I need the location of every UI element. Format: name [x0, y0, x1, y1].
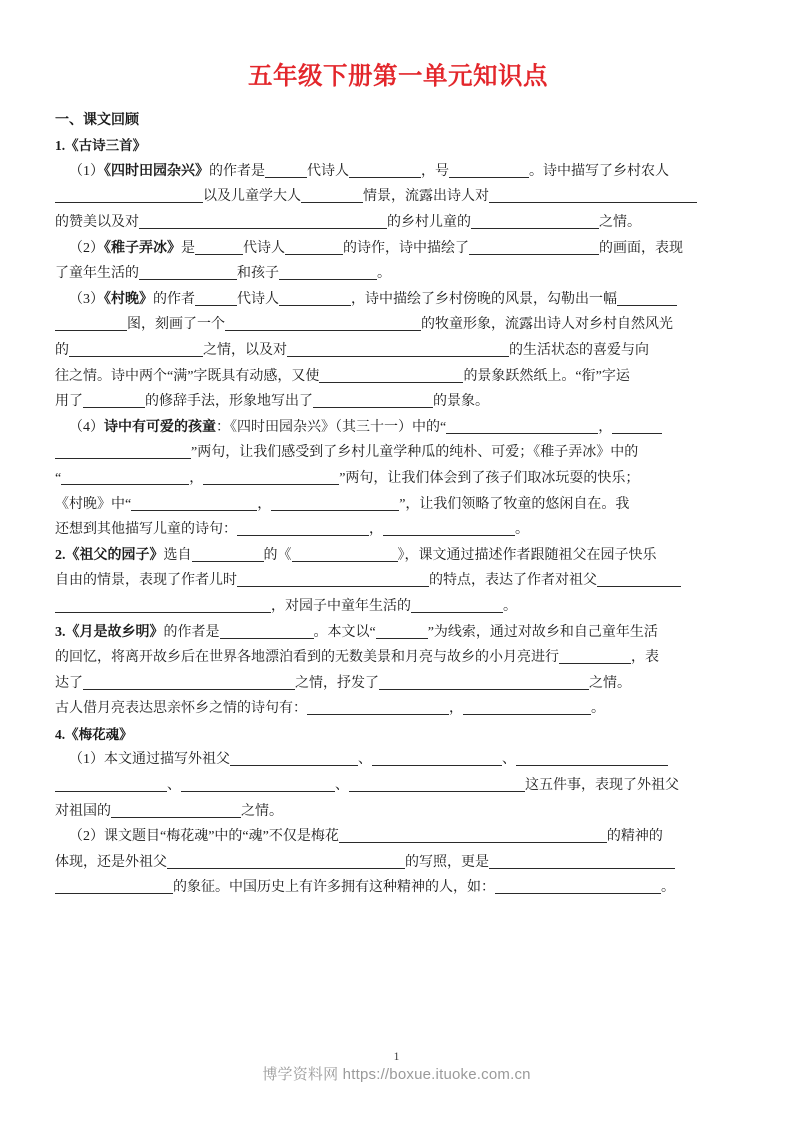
sub2-label: （2）	[69, 240, 104, 256]
poem-title-zhizi: 《稚子弄冰》	[104, 240, 181, 256]
blank-field[interactable]	[83, 674, 295, 690]
blank-field[interactable]	[237, 520, 369, 536]
poem-title-sishi: 《四时田园杂兴》	[104, 163, 209, 179]
blank-field[interactable]	[292, 546, 398, 562]
blank-field[interactable]	[495, 878, 661, 894]
blank-field[interactable]	[301, 187, 363, 203]
blank-field[interactable]	[55, 315, 127, 331]
blank-field[interactable]	[111, 802, 241, 818]
blank-field[interactable]	[612, 418, 662, 434]
blank-field[interactable]	[225, 315, 421, 331]
blank-field[interactable]	[559, 648, 631, 664]
item1-sub2: （2）《稚子弄冰》是 代诗人 的诗作，诗中描绘了 的画面，表现 了童年生活的 和孩子 。	[55, 240, 683, 282]
blank-field[interactable]	[131, 495, 257, 511]
page-footer	[0, 1050, 793, 1085]
page-number: 1	[393, 1051, 400, 1063]
blank-field[interactable]	[55, 187, 203, 203]
blank-field[interactable]	[489, 853, 675, 869]
item2-zufudeyuanzi: 2.《祖父的园子》选自 的《 》，课文通过描述作者跟随祖父在园子快乐 自由的情景，表现了作者儿时 的特点，表达了作者对祖父 ，对园子中童年生活的 。	[55, 543, 741, 620]
blank-field[interactable]	[489, 187, 697, 203]
blank-field[interactable]	[55, 597, 271, 613]
blank-field[interactable]	[55, 443, 191, 459]
item1-sub1: （1）《四时田园杂兴》的作者是 代诗人 ，号 。诗中描写了乡村农人 以及儿童学大人 情景，流露出诗人对 的赞美以及对 的乡村儿童的 之情。	[55, 159, 741, 236]
blank-field[interactable]	[449, 162, 529, 178]
blank-field[interactable]	[55, 776, 167, 792]
sub1-label: （1）	[69, 163, 104, 179]
blank-field[interactable]	[285, 239, 343, 255]
sub3-label: （3）	[69, 291, 104, 307]
blank-field[interactable]	[139, 264, 237, 280]
document-content	[55, 62, 741, 901]
sub4-bold-lead: 诗中有可爱的孩童	[104, 419, 216, 435]
blank-field[interactable]	[195, 290, 237, 306]
blank-field[interactable]	[181, 776, 335, 792]
blank-field[interactable]	[597, 571, 681, 587]
item1-sub4: （4）诗中有可爱的孩童：《四时田园杂兴》（其三十一）中的“ ， ”两句，让我们感受到了乡村儿童学种瓜的纯朴、可爱；《稚子弄冰》中的 “ ， ”两句，让我们体会到了孩子们取冰玩耍的快乐； 《村晚》中“ ， ”，让我们领略了牧童的悠闲自在。我 还想到其他描写儿童的诗句： ， 。	[55, 415, 741, 543]
blank-field[interactable]	[230, 750, 358, 766]
text-title-meihuahun: 《梅花魂》	[65, 726, 133, 742]
blank-field[interactable]	[349, 162, 421, 178]
item4-sub1-label: （1）	[69, 752, 104, 768]
blank-field[interactable]	[61, 469, 189, 485]
blank-field[interactable]	[383, 520, 515, 536]
sub4-label: （4）	[69, 419, 104, 435]
blank-field[interactable]	[55, 878, 173, 894]
blank-field[interactable]	[287, 341, 509, 357]
item4-sub2: （2）课文题目“梅花魂”中的“魂”不仅是梅花 的精神的 体现，还是外祖父 的写照，更是 的象征。中国历史上有许多拥有这种精神的人，如： 。	[55, 829, 675, 896]
blank-field[interactable]	[192, 546, 264, 562]
blank-field[interactable]	[446, 418, 598, 434]
item1-sub3: （3）《村晚》的作者 代诗人 ，诗中描绘了乡村傍晚的风景，勾勒出一幅 图，刻画了一个 的牧童形象，流露出诗人对乡村自然风光 的 之情，以及对 的生活状态的喜爱与向 往之情。诗中两个“满”字既具有动感，又使 的景象跃然纸上。“衔”字运 用了 的修辞手法，形象地写出了 的景象。	[55, 287, 741, 415]
blank-field[interactable]	[516, 750, 668, 766]
blank-field[interactable]	[469, 239, 599, 255]
item4-sub1: （1）本文通过描写外祖父 、 、 、 、 这五件事，表现了外祖父 对祖国的 之情。	[55, 752, 679, 819]
item-heading-1: 1.《古诗三首》	[55, 138, 147, 154]
blank-field[interactable]	[279, 290, 351, 306]
blank-field[interactable]	[339, 827, 607, 843]
blank-field[interactable]	[379, 674, 589, 690]
blank-field[interactable]	[471, 213, 599, 229]
blank-field[interactable]	[203, 469, 339, 485]
blank-field[interactable]	[237, 571, 429, 587]
blank-field[interactable]	[279, 264, 377, 280]
site-watermark: 博学资料网 https://boxue.ituoke.com.cn	[262, 1066, 531, 1083]
blank-field[interactable]	[411, 597, 503, 613]
blank-field[interactable]	[220, 623, 314, 639]
page-title: 五年级下册第一单元知识点	[248, 63, 548, 90]
text-title-zufu: 《祖父的园子》	[65, 547, 164, 563]
blank-field[interactable]	[195, 239, 243, 255]
blank-field[interactable]	[69, 341, 203, 357]
item-heading-4: 4.《梅花魂》	[55, 726, 133, 742]
blank-field[interactable]	[83, 392, 145, 408]
blank-field[interactable]	[349, 776, 525, 792]
blank-field[interactable]	[617, 290, 677, 306]
blank-field[interactable]	[139, 213, 387, 229]
item3-yueshiguxiangming: 3.《月是故乡明》的作者是 。本文以“ ”为线索，通过对故乡和自己童年生活 的回忆，将离开故乡后在世界各地漂泊看到的无数美景和月亮与故乡的小月亮进行 ，表 达了 之情，抒发了 之情。 古人借月亮表达思亲怀乡之情的诗句有： ， 。	[55, 624, 659, 717]
blank-field[interactable]	[271, 495, 399, 511]
blank-field[interactable]	[265, 162, 307, 178]
blank-field[interactable]	[463, 699, 591, 715]
text-title-yueshi: 《月是故乡明》	[65, 624, 164, 640]
poem-title-cunwan: 《村晚》	[104, 291, 153, 307]
blank-field[interactable]	[376, 623, 428, 639]
blank-field[interactable]	[307, 699, 449, 715]
blank-field[interactable]	[313, 392, 433, 408]
blank-field[interactable]	[372, 750, 502, 766]
item4-sub2-label: （2）	[69, 829, 104, 845]
section-heading-one: 一、课文回顾	[55, 112, 139, 128]
blank-field[interactable]	[319, 367, 463, 383]
blank-field[interactable]	[167, 853, 405, 869]
